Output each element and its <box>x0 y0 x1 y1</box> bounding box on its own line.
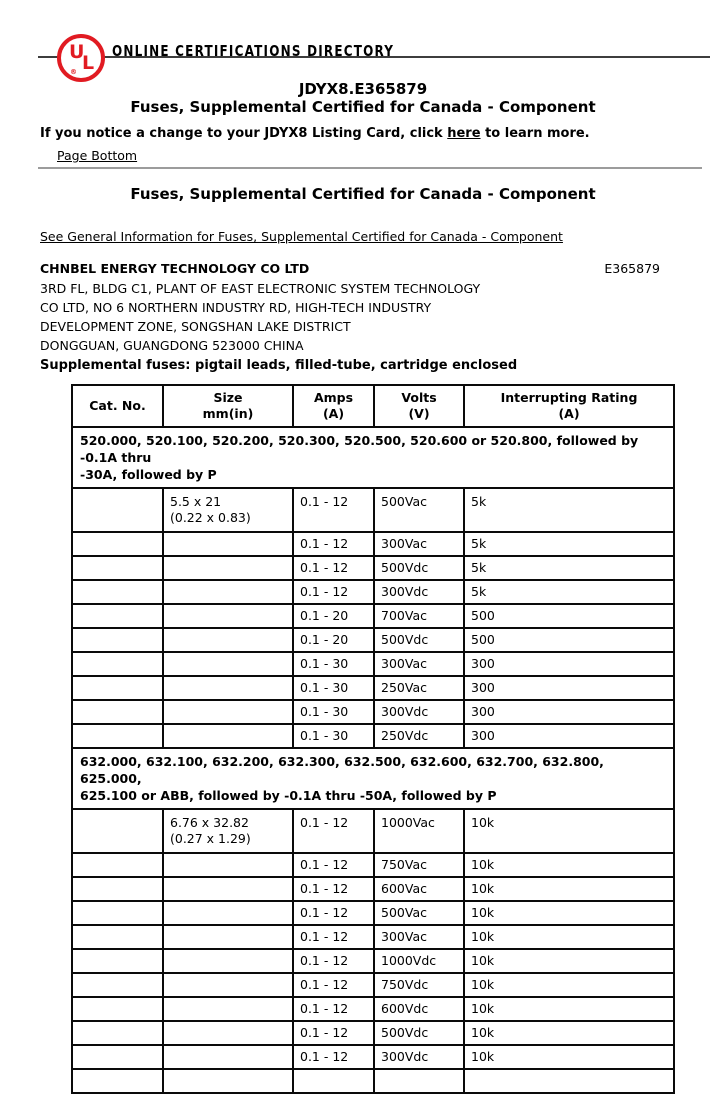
cat-no-cell <box>72 973 163 997</box>
cat-no-cell <box>72 1021 163 1045</box>
amps-cell: 0.1 - 12 <box>293 973 374 997</box>
size-cell <box>163 925 293 949</box>
amps-cell: 0.1 - 30 <box>293 700 374 724</box>
table-row <box>72 700 674 724</box>
amps-cell: 0.1 - 12 <box>293 853 374 877</box>
volts-cell: 500Vdc <box>374 556 464 580</box>
cat-no-cell <box>72 997 163 1021</box>
table-row <box>72 556 674 580</box>
size-cell: 5.5 x 21 (0.22 x 0.83) <box>163 488 293 532</box>
amps-cell: 0.1 - 12 <box>293 488 374 532</box>
size-cell <box>163 1045 293 1069</box>
size-cell <box>163 676 293 700</box>
column-header: Volts (V) <box>374 385 464 427</box>
volts-cell: 700Vac <box>374 604 464 628</box>
ratings-table-head-row <box>72 385 674 427</box>
rating-cell: 10k <box>464 925 674 949</box>
amps-cell: 0.1 - 30 <box>293 724 374 748</box>
cat-no-cell <box>72 949 163 973</box>
amps-cell: 0.1 - 30 <box>293 676 374 700</box>
table-row <box>72 925 674 949</box>
rating-cell: 10k <box>464 901 674 925</box>
amps-cell: 0.1 - 20 <box>293 604 374 628</box>
company-name: CHNBEL ENERGY TECHNOLOGY CO LTD <box>40 261 310 276</box>
table-row <box>72 724 674 748</box>
company-address-line: CO LTD, NO 6 NORTHERN INDUSTRY RD, HIGH-TECH INDUSTRY <box>40 300 432 315</box>
size-cell <box>163 724 293 748</box>
size-cell <box>163 700 293 724</box>
registered-trademark-icon: ® <box>70 68 77 76</box>
rating-cell: 5k <box>464 488 674 532</box>
company-header-row <box>40 261 660 276</box>
cat-no-cell <box>72 1069 163 1093</box>
table-row <box>72 901 674 925</box>
size-cell <box>163 853 293 877</box>
size-cell <box>163 901 293 925</box>
table-row <box>72 877 674 901</box>
ratings-table-container <box>71 384 677 1064</box>
column-header: Size mm(in) <box>163 385 293 427</box>
cat-no-cell <box>72 488 163 532</box>
volts-cell: 500Vdc <box>374 628 464 652</box>
column-header: Amps (A) <box>293 385 374 427</box>
rating-cell: 10k <box>464 853 674 877</box>
volts-cell: 500Vac <box>374 901 464 925</box>
change-notice <box>40 126 590 141</box>
column-header: Interrupting Rating (A) <box>464 385 674 427</box>
volts-cell: 750Vdc <box>374 973 464 997</box>
volts-cell: 250Vdc <box>374 724 464 748</box>
cat-no-cell <box>72 901 163 925</box>
product-description: Supplemental fuses: pigtail leads, filled-tube, cartridge enclosed <box>40 358 518 373</box>
rating-cell: 10k <box>464 1045 674 1069</box>
cat-no-cell <box>72 532 163 556</box>
table-row <box>72 997 674 1021</box>
amps-cell: 0.1 - 12 <box>293 925 374 949</box>
table-row <box>72 604 674 628</box>
volts-cell: 300Vac <box>374 925 464 949</box>
size-cell: 6.76 x 32.82 (0.27 x 1.29) <box>163 809 293 853</box>
rating-cell: 300 <box>464 700 674 724</box>
cat-no-cell <box>72 877 163 901</box>
rating-cell <box>464 1069 674 1093</box>
size-cell <box>163 628 293 652</box>
volts-cell: 300Vdc <box>374 700 464 724</box>
ul-logo-letter-u: U <box>69 41 85 63</box>
size-cell <box>163 997 293 1021</box>
listing-code-title: JDYX8.E365879 <box>298 80 428 98</box>
table-row <box>72 628 674 652</box>
size-cell <box>163 877 293 901</box>
rating-cell: 300 <box>464 652 674 676</box>
cat-no-cell <box>72 724 163 748</box>
here-link[interactable]: here <box>447 126 481 141</box>
amps-cell: 0.1 - 12 <box>293 949 374 973</box>
volts-cell: 300Vac <box>374 532 464 556</box>
amps-cell: 0.1 - 12 <box>293 1021 374 1045</box>
volts-cell: 300Vac <box>374 652 464 676</box>
rating-cell: 500 <box>464 628 674 652</box>
table-row <box>72 580 674 604</box>
volts-cell: 300Vdc <box>374 580 464 604</box>
table-row <box>72 652 674 676</box>
listing-category-title: Fuses, Supplemental Certified for Canada - Component <box>130 98 596 116</box>
table-row <box>72 1045 674 1069</box>
rating-cell: 300 <box>464 724 674 748</box>
cat-no-cell <box>72 676 163 700</box>
group-header: 520.000, 520.100, 520.200, 520.300, 520.500, 520.600 or 520.800, followed by -0.1A thru -30A, followed by P <box>72 427 674 488</box>
size-cell <box>163 532 293 556</box>
rating-cell: 10k <box>464 973 674 997</box>
ul-logo-letter-l: L <box>82 52 95 74</box>
page-bottom-link[interactable]: Page Bottom <box>57 148 138 163</box>
notice-text-before: If you notice a change to your JDYX8 Listing Card, click <box>40 126 448 141</box>
cat-no-cell <box>72 809 163 853</box>
size-cell <box>163 1069 293 1093</box>
amps-cell: 0.1 - 12 <box>293 901 374 925</box>
size-cell <box>163 604 293 628</box>
rating-cell: 5k <box>464 532 674 556</box>
table-row <box>72 1021 674 1045</box>
directory-title: ONLINE CERTIFICATIONS DIRECTORY <box>112 42 395 60</box>
cat-no-cell <box>72 556 163 580</box>
rating-cell: 300 <box>464 676 674 700</box>
cat-no-cell <box>72 580 163 604</box>
table-row <box>72 973 674 997</box>
company-address-line: DEVELOPMENT ZONE, SONGSHAN LAKE DISTRICT <box>40 319 351 334</box>
company-address-line: 3RD FL, BLDG C1, PLANT OF EAST ELECTRONIC SYSTEM TECHNOLOGY <box>40 281 481 296</box>
volts-cell: 1000Vdc <box>374 949 464 973</box>
rating-cell: 500 <box>464 604 674 628</box>
cat-no-cell <box>72 1045 163 1069</box>
cat-no-cell <box>72 604 163 628</box>
file-number: E365879 <box>604 261 660 276</box>
rating-cell: 10k <box>464 997 674 1021</box>
amps-cell: 0.1 - 20 <box>293 628 374 652</box>
volts-cell: 250Vac <box>374 676 464 700</box>
size-cell <box>163 580 293 604</box>
volts-cell: 600Vac <box>374 877 464 901</box>
group-header: 632.000, 632.100, 632.200, 632.300, 632.500, 632.600, 632.700, 632.800, 625.000, 625.100 or ABB, followed by -0.1A thru -50A, followed by P <box>72 748 674 809</box>
volts-cell: 500Vdc <box>374 1021 464 1045</box>
table-row <box>72 1069 674 1093</box>
volts-cell <box>374 1069 464 1093</box>
table-row <box>72 532 674 556</box>
cat-no-cell <box>72 700 163 724</box>
cat-no-cell <box>72 628 163 652</box>
amps-cell: 0.1 - 12 <box>293 877 374 901</box>
horizontal-divider <box>38 167 702 169</box>
table-row <box>72 488 674 532</box>
size-cell <box>163 556 293 580</box>
amps-cell: 0.1 - 12 <box>293 997 374 1021</box>
rating-cell: 10k <box>464 1021 674 1045</box>
cat-no-cell <box>72 853 163 877</box>
table-row <box>72 809 674 853</box>
rating-cell: 5k <box>464 580 674 604</box>
volts-cell: 300Vdc <box>374 1045 464 1069</box>
rating-cell: 10k <box>464 877 674 901</box>
size-cell <box>163 973 293 997</box>
column-header: Cat. No. <box>72 385 163 427</box>
volts-cell: 750Vac <box>374 853 464 877</box>
volts-cell: 500Vac <box>374 488 464 532</box>
cat-no-cell <box>72 925 163 949</box>
ratings-table <box>71 384 675 1094</box>
rating-cell: 10k <box>464 809 674 853</box>
group-header-row <box>72 748 674 809</box>
volts-cell: 600Vdc <box>374 997 464 1021</box>
ul-logo <box>57 34 105 82</box>
amps-cell: 0.1 - 12 <box>293 556 374 580</box>
amps-cell: 0.1 - 12 <box>293 580 374 604</box>
ratings-table-body <box>72 427 674 1093</box>
notice-text-after: to learn more. <box>480 126 590 141</box>
amps-cell: 0.1 - 12 <box>293 1045 374 1069</box>
cat-no-cell <box>72 652 163 676</box>
size-cell <box>163 652 293 676</box>
group-header-row <box>72 427 674 488</box>
size-cell <box>163 949 293 973</box>
company-address-line: DONGGUAN, GUANGDONG 523000 CHINA <box>40 338 304 353</box>
amps-cell: 0.1 - 12 <box>293 809 374 853</box>
amps-cell: 0.1 - 30 <box>293 652 374 676</box>
table-row <box>72 853 674 877</box>
general-information-link[interactable]: See General Information for Fuses, Supplemental Certified for Canada - Component <box>40 229 563 244</box>
table-row <box>72 676 674 700</box>
amps-cell: 0.1 - 12 <box>293 532 374 556</box>
category-heading: Fuses, Supplemental Certified for Canada - Component <box>130 185 596 203</box>
volts-cell: 1000Vac <box>374 809 464 853</box>
amps-cell <box>293 1069 374 1093</box>
rating-cell: 10k <box>464 949 674 973</box>
table-row <box>72 949 674 973</box>
rating-cell: 5k <box>464 556 674 580</box>
size-cell <box>163 1021 293 1045</box>
